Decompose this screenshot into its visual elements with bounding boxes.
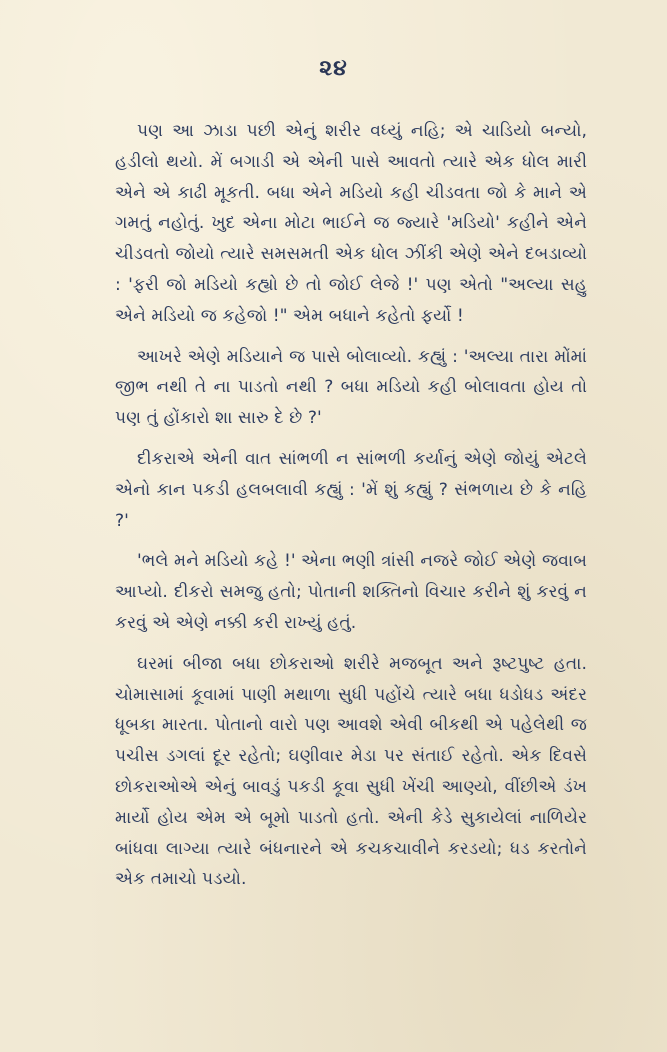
- paragraph-5: ઘરમાં બીજા બધા છોકરાઓ શરીરે મજબૂત અને રૂષ્ટપુષ્ટ હતા. ચોમાસામાં કૂવામાં પાણી મથાળા સુધી પહોંચે ત્યારે બધા ધડોધડ અંદર ધૂબકા મારતા. પોતાનો વારો પણ આવશે એવી બીકથી એ પહેલેથી જ પચીસ ડગલાં દૂર રહેતો; ઘણીવાર મેડા પર સંતાઈ રહેતો. એક દિવસે છોકરાઓએ એનું બાવડું પકડી કૂવા સુધી ખેંચી આણ્યો, વીંછીએ ડંખ માર્યો હોય એમ એ બૂમો પાડતો હતો. એની કેડે સુકાયેલાં નાળિયેર બાંધવા લાગ્યા ત્યારે બંધનારને એ કચકચાવીને કરડયો; ધડ કરતોને એક તમાચો પડયો.: [115, 653, 587, 890]
- paragraph-4: 'ભલે મને મડિયો કહે !' એના ભણી ત્રાંસી નજરે જોઈ એણે જવાબ આપ્યો. દીકરો સમજુ હતો; પોતાની શક્તિનો વિચાર કરીને શું કરવું ન કરવું એ એણે નક્કી કરી રાખ્યું હતું.: [115, 551, 587, 633]
- paragraph-2: આખરે એણે મડિયાને જ પાસે બોલાવ્યો. કહ્યું : 'અલ્યા તારા મોંમાં જીભ નથી તે ના પાડતો નથી ? બધા મડિયો કહી બોલાવતા હોય તો પણ તું હોંકારો શા સારુ દે છે ?': [115, 346, 587, 429]
- body-text: [115, 116, 587, 895]
- paragraph-1: પણ આ ઝાડા પછી એનું શરીર વધ્યું નહિ; એ ચાડિયો બન્યો, હડીલો થયો. મેં બગાડી એ એની પાસે આવતો ત્યારે એક ધોલ મારી એને એ કાઢી મૂકતી. બધા એને મડિયો કહી ચીડવતા જો કે માને એ ગમતું નહોતું. ખુદ એના મોટા ભાઈને જ જ્યારે 'મડિયો' કહીને એને ચીડવતો જોયો ત્યારે સમસમતી એક ધોલ ઝીંકી એણે એને દબડાવ્યો : 'ફરી જો મડિયો કહ્યો છે તો જોઈ લેજે !' પણ એતો "અલ્યા સહુ એને મડિયો જ કહેજો !" એમ બધાને કહેતો ફર્યો !: [115, 121, 587, 326]
- page-number: ૨૪: [319, 56, 348, 81]
- paragraph-3: દીકરાએ એની વાત સાંભળી ન સાંભળી કર્યાનું એણે જોયું એટલે એનો કાન પકડી હલબલાવી કહ્યું : 'મેં શું કહ્યું ? સંભળાય છે કે નહિ ?': [115, 448, 587, 531]
